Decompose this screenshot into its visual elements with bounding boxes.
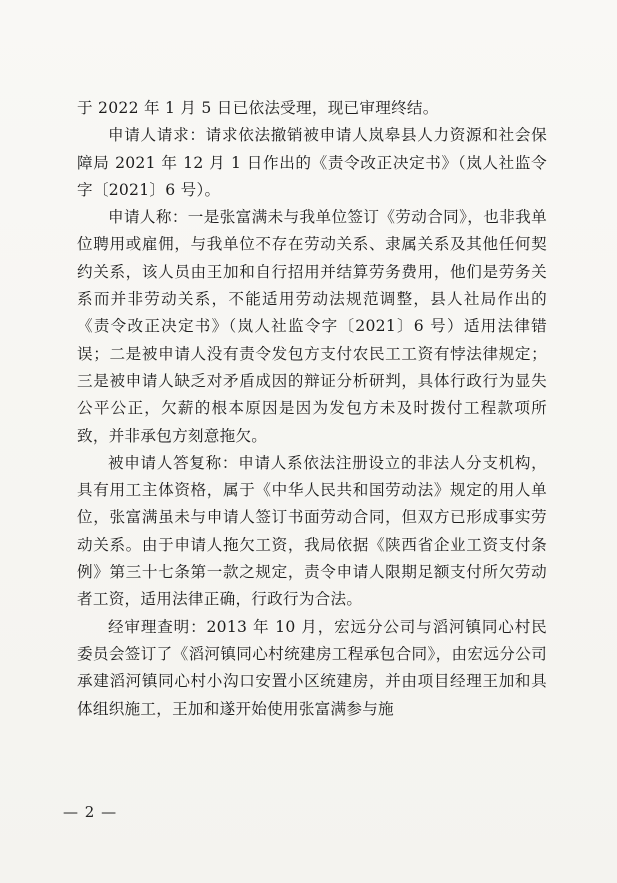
paragraph-respondent-reply: 被申请人答复称：申请人系依法注册设立的非法人分支机构，具有用工主体资格，属于《中华人民共和国劳动法》规定的用人单位，张富满虽未与申请人签订书面劳动合同，但双方已形成事实劳动关系。由于申请人拖欠工资，我局依据《陕西省企业工资支付条例》第三十七条第一款之规定，责令申请人限期足额支付所欠劳动者工资，适用法律正确，行政行为合法。 (77, 453, 547, 609)
paragraph-findings: 经审理查明：2013 年 10 月，宏远分公司与滔河镇同心村民委员会签订了《滔河镇同心村统建房工程承包合同》，由宏远分公司承建滔河镇同心村小沟口安置小区统建房，并由项目经理王加和具体组织施工，王加和遂开始使用张富满参与施 (77, 617, 547, 718)
document-body (77, 95, 547, 723)
paragraph-applicant-statement: 申请人称：一是张富满未与我单位签订《劳动合同》，也非我单位聘用或雇佣，与我单位不存在劳动关系、隶属关系及其他任何契约关系，该人员由王加和自行招用并结算劳务费用，他们是劳务关系而并非劳动关系，不能适用劳动法规范调整，县人社局作出的《责令改正决定书》（岚人社监令字〔2021〕6 号）适用法律错误；二是被申请人没有责令发包方支付农民工工资有悖法律规定；三是被申请人缺乏对矛盾成因的辩证分析研判，具体行政行为显失公平公正，欠薪的根本原因是因为发包方未及时拨付工程款项所致，并非承包方刻意拖欠。 (77, 208, 547, 445)
paragraph-applicant-request: 申请人请求：请求依法撤销被申请人岚皋县人力资源和社会保障局 2021 年 12 月 1 日作出的《责令改正决定书》（岚人社监令字〔2021〕6 号）。 (77, 126, 547, 199)
paragraph-continuation: 于 2022 年 1 月 5 日已依法受理，现已审理终结。 (77, 99, 439, 117)
page-number: — 2 — (63, 803, 118, 821)
